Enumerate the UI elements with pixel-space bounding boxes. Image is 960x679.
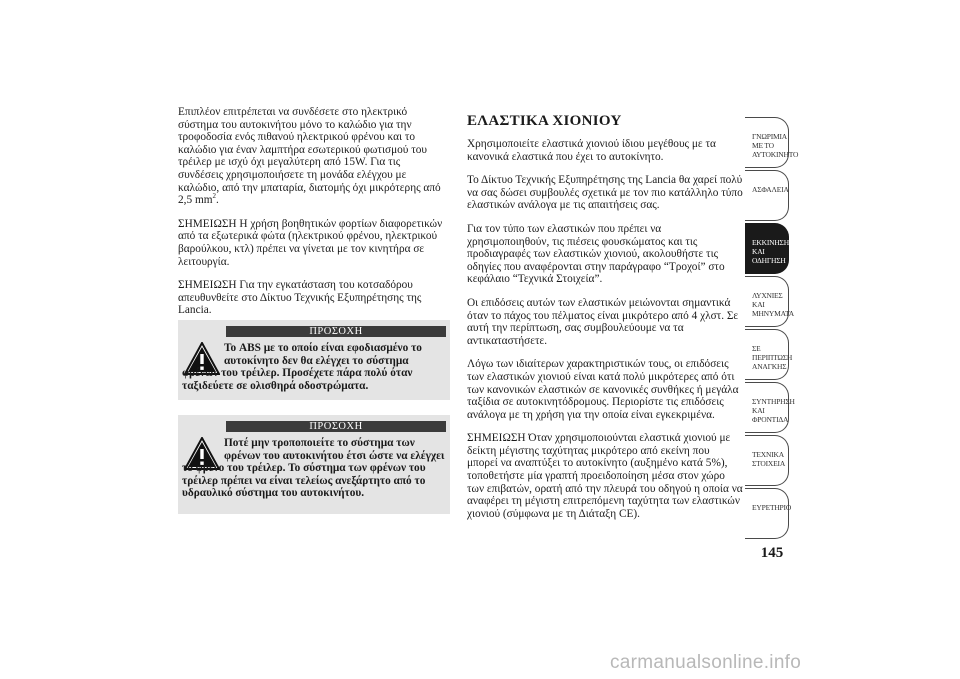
- page-number: 145: [760, 545, 784, 561]
- watermark: carmanualsonline.info: [610, 652, 802, 673]
- tab-emergency[interactable]: ΣΕ ΠΕΡΙΠΤΩΣΗ ΑΝΑΓΚΗΣ: [745, 329, 789, 380]
- paragraph: Λόγω των ιδιαίτερων χαρακτηριστικών τους, οι επιδόσεις των ελαστικών χιονιού είναι κατά πολύ μικρότερες από ότι των κανονικών ελαστικών σε κανονικές συνθήκες ή μεγάλα ταξίδια σε αυτοκινητόδρομους. Περιορίστε τις επιδόσεις ανάλογα με τη χρήση για την οποία είναι εγκεκριμένα.: [467, 358, 739, 421]
- warning-title: ΠΡΟΣΟΧΗ: [226, 421, 446, 432]
- paragraph: Για τον τύπο των ελαστικών που πρέπει να χρησιμοποιηθούν, τις πιέσεις φουσκώματος και τις προδιαγραφές των ελαστικών χιονιού, ακολουθήστε τις οδηγίες που αναφέρονται στην παράγραφο “Τροχοί” στο κεφάλαιο “Τεχνικά Στοιχεία”.: [467, 222, 725, 286]
- paragraph-note-tow-bar: ΣΗΜΕΙΩΣΗ Για την εγκατάσταση του κοτσαδόρου απευθυνθείτε στο Δίκτυο Τεχνικής Εξυπηρέτησης της Lancia.: [178, 279, 422, 317]
- paragraph-trailer-wiring: Επιπλέον επιτρέπεται να συνδέσετε στο ηλεκτρικό σύστημα του αυτοκινήτου μόνο το καλώδιο για την τροφοδοσία ενός πιθανού ηλεκτρικού φρένου και το καλώδιο για έναν λαμπτήρα εσωτερικού φωτισμού του τρέιλερ με ισχύ όχι μεγαλύτερη από 15W. Για τις συνδέσεις χρησιμοποιήσετε τη μονάδα ελέγχου με καλώδιο, από την μπαταρία, διατομής όχι μικρότερης από 2,5 $mm^2$.: [178, 106, 441, 207]
- tab-maintenance[interactable]: ΣΥΝΤΗΡΗΣΗ ΚΑΙ ΦΡΟΝΤΙΔΑ: [745, 382, 789, 433]
- tab-starting-driving[interactable]: ΕΚΚΙΝΗΣΗ ΚΑΙ ΟΔΗΓΗΣΗ: [745, 223, 789, 274]
- warning-box-abs: [178, 320, 450, 400]
- warning-text: Το ABS με το οποίο είναι εφοδιασμένο το αυτοκίνητο δεν θα ελέγχει το σύστημα φρένων του τρέιλερ. Προσέχετε πάρα πολύ όταν ταξιδεύετε σε ολισθηρά οδοστρώματα.: [182, 342, 422, 392]
- warning-title: ΠΡΟΣΟΧΗ: [226, 326, 446, 337]
- left-column: [178, 106, 446, 328]
- paragraph: Οι επιδόσεις αυτών των ελαστικών μειώνονται σημαντικά όταν το πάχος του πέλματος είναι μικρότερο από 4 χλστ. Σε αυτή την περίπτωση, σας συμβουλεύουμε να τα αντικαταστήσετε.: [467, 296, 739, 347]
- tab-lights-messages[interactable]: ΛΥΧΝΙΕΣ ΚΑΙ ΜΗΝΥΜΑΤΑ: [745, 276, 789, 327]
- paragraph: Χρησιμοποιείτε ελαστικά χιονιού ίδιου μεγέθους με τα κανονικά ελαστικά που έχει το αυτοκίνητο.: [467, 138, 716, 163]
- paragraph: Το Δίκτυο Τεχνικής Εξυπηρέτησης της Lancia θα χαρεί πολύ να σας δώσει συμβουλές σχετικά με τον πιο κατάλληλο τύπο ελαστικών ανάλογα με τις απαιτήσεις σας.: [467, 174, 743, 212]
- right-column: [467, 113, 743, 531]
- tab-safety[interactable]: ΑΣΦΑΛΕΙΑ: [745, 170, 789, 221]
- chapter-tabs: [745, 117, 799, 541]
- warning-box-brakes: [178, 415, 450, 514]
- tab-getting-to-know[interactable]: ΓΝΩΡΙΜΙΑ ΜΕ ΤΟ ΑΥΤΟΚΙΝΗΤΟ: [745, 117, 789, 168]
- warning-text: Ποτέ μην τροποποιείτε το σύστημα των φρένων του αυτοκινήτου έτσι ώστε να ελέγχει το φρένο του τρέιλερ. Το σύστημα των φρένων του τρέιλερ πρέπει να είναι τελείως ανεξάρτητο από το υδραυλικό σύστημα του αυτοκινήτου.: [182, 437, 445, 500]
- superscript: 2: [212, 192, 217, 201]
- paragraph-note-auxiliary-loads: ΣΗΜΕΙΩΣΗ Η χρήση βοηθητικών φορτίων διαφορετικών από τα εξωτερικά φώτα (ηλεκτρικού φρένου, ηλεκτρικού βαρούλκου, κτλ) πρέπει να γίνεται με τον κινητήρα σε λειτουργία.: [178, 217, 443, 268]
- section-heading: ΕΛΑΣΤΙΚΑ ΧΙΟΝΙΟΥ: [467, 113, 622, 129]
- paragraph: ΣΗΜΕΙΩΣΗ Όταν χρησιμοποιούνται ελαστικά χιονιού με δείκτη μέγιστης ταχύτητας μικρότερο από εκείνη που μπορεί να αναπτύξει το αυτοκίνητο (αυξημένο κατά 5%), τοποθετήστε μία γραπτή προειδοποίηση μέσα στον χώρο των επιβατών, ορατή από την πλευρά του οδηγού η οποία να αναφέρει τη μέγιστη επιτρεπόμενη ταχύτητα των ελαστικών χιονιού (σύμφωνα με τη Διάταξη CE).: [467, 432, 743, 520]
- tab-technical-data[interactable]: ΤΕΧΝΙΚΑ ΣΤΟΙΧΕΙΑ: [745, 435, 789, 486]
- tab-index[interactable]: ΕΥΡΕΤΗΡΙΟ: [745, 488, 789, 539]
